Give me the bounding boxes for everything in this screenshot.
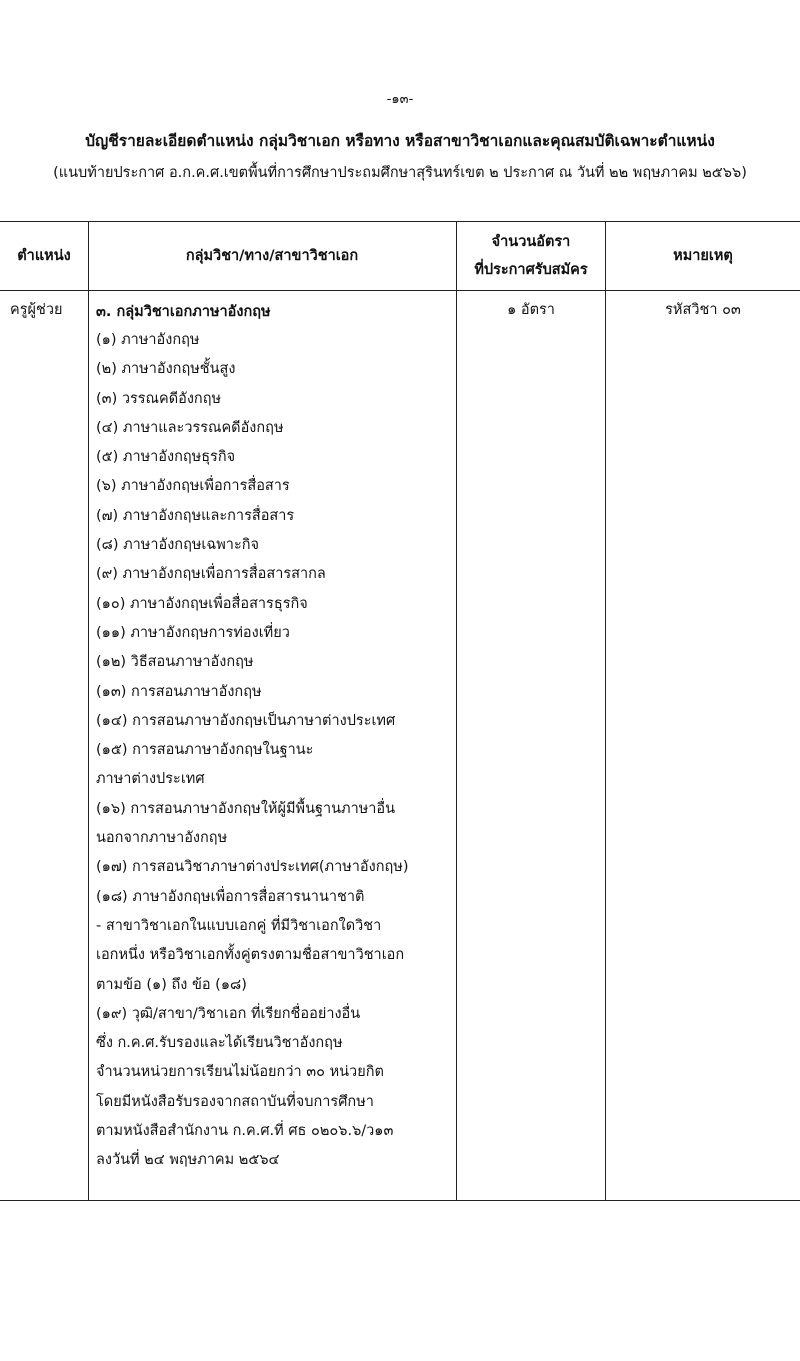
subject-list-item: (๔) ภาษาและวรรณคดีอังกฤษ: [96, 419, 284, 436]
subject-list-item: (๑๑) ภาษาอังกฤษการท่องเที่ยว: [96, 624, 290, 641]
subject-list-item: (๑๐) ภาษาอังกฤษเพื่อสื่อสารธุรกิจ: [96, 595, 308, 612]
subject-list-item: (๙) ภาษาอังกฤษเพื่อการสื่อสารสากล: [96, 566, 326, 583]
page-number: -๑๓-: [386, 92, 414, 107]
subject-list-item: (๑) ภาษาอังกฤษ: [96, 332, 200, 348]
subject-list: [96, 326, 446, 1176]
subject-list-item: (๕) ภาษาอังกฤษธุรกิจ: [96, 449, 236, 466]
subject-list-item: จำนวนหน่วยการเรียนไม่น้อยกว่า ๓๐ หน่วยกิต: [96, 1064, 384, 1081]
header-remark: หมายเหตุ: [673, 248, 733, 264]
subject-list-item: ตามข้อ (๑) ถึง ข้อ (๑๘): [96, 976, 247, 993]
column-divider: [456, 222, 457, 1200]
subject-list-item: (๑๖) การสอนภาษาอังกฤษให้ผู้มีพื้นฐานภาษาอื่น: [96, 800, 396, 817]
header-subject-group: กลุ่มวิชา/ทาง/สาขาวิชาเอก: [185, 248, 359, 264]
header-position: ตำแหน่ง: [17, 248, 71, 264]
header-quota-line1: จำนวนอัตรา: [491, 234, 571, 250]
cell-remark: รหัสวิชา ๐๓: [665, 302, 741, 318]
subject-list-item: (๑๔) การสอนภาษาอังกฤษเป็นภาษาต่างประเทศ: [96, 712, 396, 729]
subject-list-item: นอกจากภาษาอังกฤษ: [96, 830, 228, 847]
header-divider: [0, 290, 800, 291]
subject-list-item: (๒) ภาษาอังกฤษชั้นสูง: [96, 361, 236, 378]
subject-list-item: (๑๗) การสอนวิชาภาษาต่างประเทศ(ภาษาอังกฤษ): [96, 859, 409, 876]
subject-list-item: (๑๒) วิธีสอนภาษาอังกฤษ: [96, 654, 254, 671]
subject-list-item: ภาษาต่างประเทศ: [96, 771, 205, 788]
subject-list-item: ตามหนังสือสำนักงาน ก.ค.ศ.ที่ ศธ ๐๒๐๖.๖/ว๑๓: [96, 1123, 394, 1140]
subject-list-item: ลงวันที่ ๒๔ พฤษภาคม ๒๕๖๔: [96, 1152, 280, 1169]
document-subtitle: (แนบท้ายประกาศ อ.ก.ค.ศ.เขตพื้นที่การศึกษาประถมศึกษาสุรินทร์เขต ๒ ประกาศ ณ วันที่ ๒๒ พฤษภาคม ๒๕๖๖): [53, 165, 747, 181]
cell-quota: ๑ อัตรา: [507, 302, 555, 318]
subject-list-item: โดยมีหนังสือรับรองจากสถาบันที่จบการศึกษา: [96, 1093, 374, 1110]
document-title: บัญชีรายละเอียดตำแหน่ง กลุ่มวิชาเอก หรือทาง หรือสาขาวิชาเอกและคุณสมบัติเฉพาะตำแหน่ง: [85, 132, 715, 150]
header-quota-line2: ที่ประกาศรับสมัคร: [474, 262, 588, 278]
subject-list-item: (๘) ภาษาอังกฤษเฉพาะกิจ: [96, 537, 260, 554]
subject-group-title: ๓. กลุ่มวิชาเอกภาษาอังกฤษ: [96, 304, 271, 320]
subject-list-item: (๑๘) ภาษาอังกฤษเพื่อการสื่อสารนานาชาติ: [96, 888, 365, 905]
subject-list-item: (๑๕) การสอนภาษาอังกฤษในฐานะ: [96, 742, 314, 759]
header-quota: [456, 222, 606, 290]
column-divider: [605, 222, 606, 1200]
subject-list-item: - สาขาวิชาเอกในแบบเอกคู่ ที่มีวิชาเอกใดวิชา: [96, 917, 382, 934]
cell-subject-group: [96, 298, 446, 1176]
subject-list-item: (๑๙) วุฒิ/สาขา/วิชาเอก ที่เรียกชื่ออย่างอื่น: [96, 1005, 361, 1022]
subject-list-item: ซึ่ง ก.ค.ศ.รับรองและได้เรียนวิชาอังกฤษ: [96, 1035, 343, 1052]
subject-list-item: (๑๓) การสอนภาษาอังกฤษ: [96, 683, 262, 700]
column-divider: [88, 222, 89, 1200]
subject-list-item: (๗) ภาษาอังกฤษและการสื่อสาร: [96, 507, 295, 524]
cell-position: ครูผู้ช่วย: [10, 302, 63, 318]
position-table: [0, 221, 800, 1201]
subject-list-item: (๓) วรรณคดีอังกฤษ: [96, 390, 222, 407]
subject-list-item: เอกหนึ่ง หรือวิชาเอกทั้งคู่ตรงตามชื่อสาขาวิชาเอก: [96, 947, 405, 964]
subject-list-item: (๖) ภาษาอังกฤษเพื่อการสื่อสาร: [96, 478, 290, 495]
